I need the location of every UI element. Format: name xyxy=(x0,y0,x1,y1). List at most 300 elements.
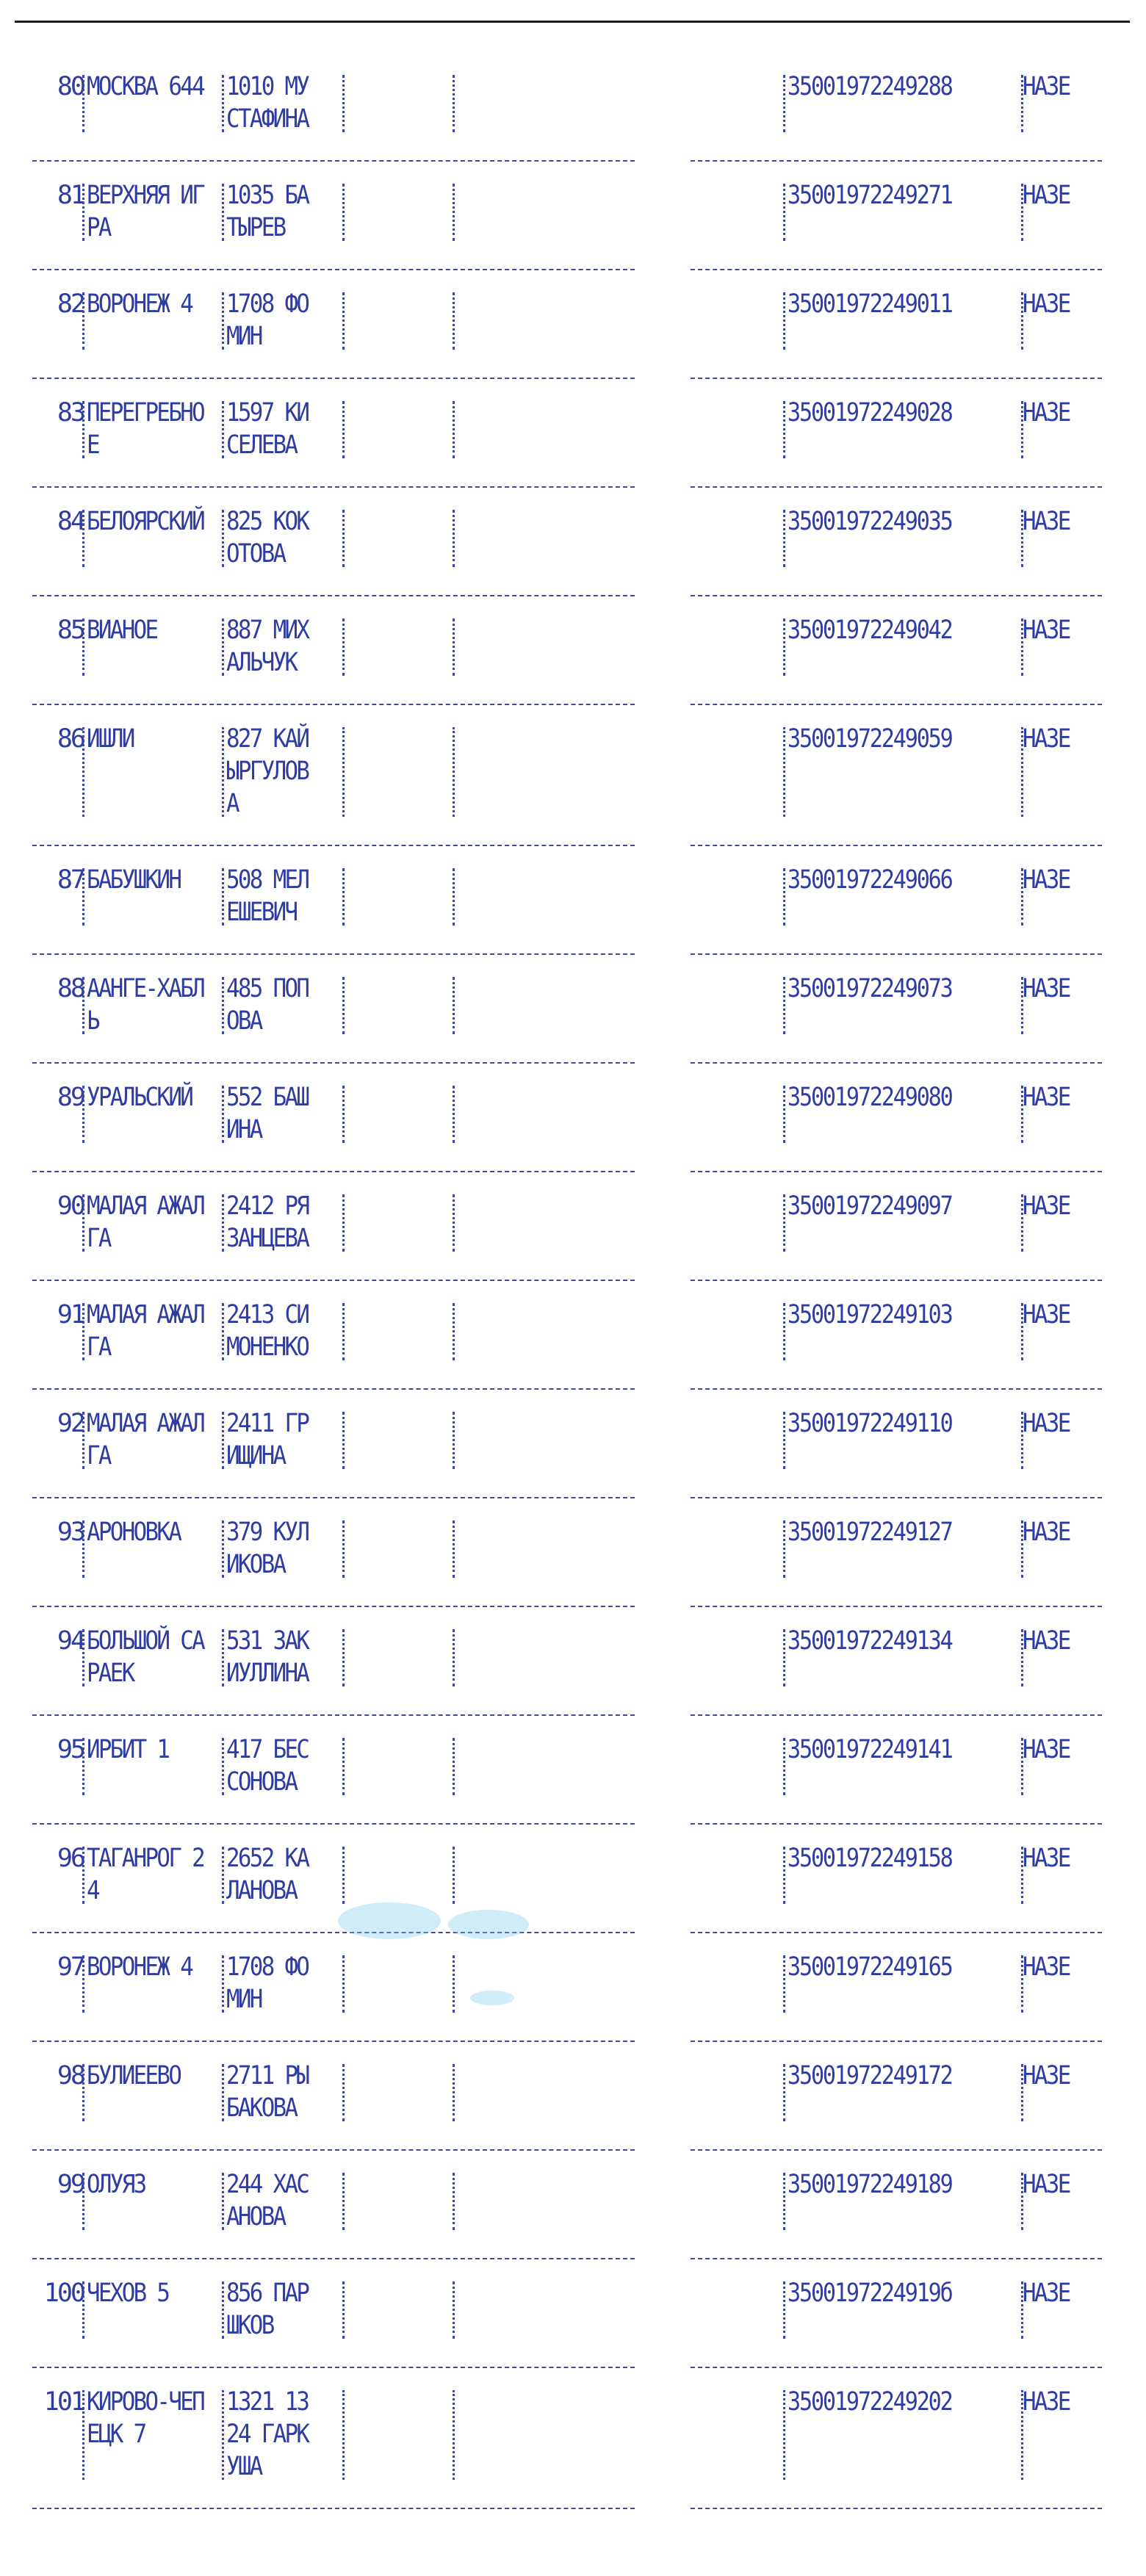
column-separator xyxy=(342,868,345,926)
column-separator xyxy=(82,401,84,458)
station-name: МАЛАЯ АЖАЛ ГА xyxy=(87,1409,204,1471)
column-separator xyxy=(222,2281,224,2339)
row-divider xyxy=(32,1388,635,1390)
table-row xyxy=(0,2046,1146,2155)
column-separator xyxy=(82,292,84,350)
operation-label: НАЗЕ xyxy=(1023,1844,1070,1873)
column-separator xyxy=(783,184,785,241)
column-separator xyxy=(222,727,224,817)
recipient-address: 552 БАШ ИНА xyxy=(226,1083,309,1144)
row-divider xyxy=(691,845,1102,846)
tracking-code: 35001972249141 xyxy=(788,1735,952,1764)
row-number: 80 xyxy=(57,72,84,101)
row-divider xyxy=(32,269,635,270)
row-divider xyxy=(32,1606,635,1607)
station-name: ТАГАНРОГ 2 4 xyxy=(87,1844,204,1905)
row-divider xyxy=(32,595,635,596)
column-separator xyxy=(82,1847,84,1904)
station-name: ИРБИТ 1 xyxy=(87,1735,169,1764)
column-separator xyxy=(82,1955,84,2013)
table-row xyxy=(0,959,1146,1068)
row-divider xyxy=(32,2149,635,2151)
recipient-address: 508 МЕЛ ЕШЕВИЧ xyxy=(226,865,309,927)
column-separator xyxy=(783,618,785,676)
column-separator xyxy=(342,1194,345,1252)
column-separator xyxy=(342,1629,345,1686)
column-separator xyxy=(783,1629,785,1686)
operation-label: НАЗЕ xyxy=(1023,1191,1070,1221)
table-row xyxy=(0,2155,1146,2264)
tracking-code: 35001972249172 xyxy=(788,2061,952,2090)
column-separator xyxy=(453,1086,455,1143)
column-separator xyxy=(453,1955,455,2013)
row-divider xyxy=(691,2041,1102,2042)
recipient-address: 1035 БА ТЫРЕВ xyxy=(226,181,309,242)
station-name: БЕЛОЯРСКИЙ xyxy=(87,507,204,536)
tracking-code: 35001972249158 xyxy=(788,1844,952,1873)
row-divider xyxy=(32,1497,635,1498)
row-divider xyxy=(32,704,635,705)
column-separator xyxy=(222,2173,224,2230)
tracking-code: 35001972249080 xyxy=(788,1083,952,1112)
column-separator xyxy=(783,510,785,567)
column-separator xyxy=(783,1303,785,1360)
column-separator xyxy=(222,1847,224,1904)
recipient-address: 1321 13 24 ГАРК УША xyxy=(226,2387,309,2481)
column-separator xyxy=(82,2064,84,2121)
scan-smudge xyxy=(448,1910,529,1939)
column-separator xyxy=(783,1194,785,1252)
column-separator xyxy=(453,1303,455,1360)
recipient-address: 531 ЗАК ИУЛЛИНА xyxy=(226,1626,309,1688)
tracking-code: 35001972249189 xyxy=(788,2170,952,2199)
column-separator xyxy=(82,1412,84,1469)
recipient-address: 244 ХАС АНОВА xyxy=(226,2170,309,2232)
row-divider xyxy=(32,2258,635,2259)
column-separator xyxy=(222,1738,224,1795)
column-separator xyxy=(783,1412,785,1469)
station-name: БОЛЬШОЙ СА РАЕК xyxy=(87,1626,204,1688)
station-name: ААНГЕ-ХАБЛ Ь xyxy=(87,974,204,1036)
table-row xyxy=(0,710,1146,851)
station-name: ЧЕХОВ 5 xyxy=(87,2279,169,2308)
row-number: 100 xyxy=(43,2279,84,2308)
recipient-address: 2652 КА ЛАНОВА xyxy=(226,1844,309,1905)
column-separator xyxy=(342,1303,345,1360)
recipient-address: 2413 СИ МОНЕНКО xyxy=(226,1300,309,1362)
column-separator xyxy=(342,1086,345,1143)
column-separator xyxy=(342,727,345,817)
row-number: 96 xyxy=(57,1844,84,1873)
row-divider xyxy=(691,2258,1102,2259)
row-divider xyxy=(691,1932,1102,1933)
column-separator xyxy=(783,1847,785,1904)
column-separator xyxy=(82,2281,84,2339)
tracking-code: 35001972249028 xyxy=(788,398,952,427)
tracking-code: 35001972249073 xyxy=(788,974,952,1003)
table-row xyxy=(0,1720,1146,1829)
column-separator xyxy=(82,1520,84,1578)
column-separator xyxy=(783,1086,785,1143)
table-row xyxy=(0,2264,1146,2373)
operation-label: НАЗЕ xyxy=(1023,1300,1070,1330)
station-name: УРАЛЬСКИЙ xyxy=(87,1083,192,1112)
station-name: ОЛУЯЗ xyxy=(87,2170,145,2199)
row-divider xyxy=(691,595,1102,596)
operation-label: НАЗЕ xyxy=(1023,724,1070,754)
column-separator xyxy=(1021,2281,1023,2339)
column-separator xyxy=(222,184,224,241)
operation-label: НАЗЕ xyxy=(1023,1952,1070,1982)
operation-label: НАЗЕ xyxy=(1023,1083,1070,1112)
column-separator xyxy=(1021,2390,1023,2480)
station-name: ПЕРЕГРЕБНО Е xyxy=(87,398,204,460)
row-divider xyxy=(32,1823,635,1825)
recipient-address: 1708 ФО МИН xyxy=(226,289,309,351)
column-separator xyxy=(222,618,224,676)
column-separator xyxy=(783,727,785,817)
table-row xyxy=(0,1394,1146,1503)
column-separator xyxy=(453,2390,455,2480)
tracking-code: 35001972249011 xyxy=(788,289,952,319)
tracking-code: 35001972249059 xyxy=(788,724,952,754)
column-separator xyxy=(82,2390,84,2480)
table-row xyxy=(0,492,1146,601)
column-separator xyxy=(453,2281,455,2339)
operation-label: НАЗЕ xyxy=(1023,2061,1070,2090)
column-separator xyxy=(82,2173,84,2230)
column-separator xyxy=(222,1086,224,1143)
station-name: ИШЛИ xyxy=(87,724,134,754)
recipient-address: 379 КУЛ ИКОВА xyxy=(226,1518,309,1579)
column-separator xyxy=(453,510,455,567)
table-row xyxy=(0,601,1146,710)
column-separator xyxy=(1021,2064,1023,2121)
row-divider xyxy=(691,2149,1102,2151)
column-separator xyxy=(453,618,455,676)
column-separator xyxy=(342,2281,345,2339)
column-separator xyxy=(783,292,785,350)
row-number: 94 xyxy=(57,1626,84,1656)
column-separator xyxy=(453,2064,455,2121)
row-divider xyxy=(691,486,1102,488)
column-separator xyxy=(1021,401,1023,458)
column-separator xyxy=(82,510,84,567)
tracking-code: 35001972249165 xyxy=(788,1952,952,1982)
row-divider xyxy=(691,1714,1102,1716)
row-number: 99 xyxy=(57,2170,84,2199)
row-number: 101 xyxy=(43,2387,84,2417)
column-separator xyxy=(82,1738,84,1795)
table-row xyxy=(0,1829,1146,1938)
table-row xyxy=(0,1612,1146,1720)
column-separator xyxy=(342,977,345,1034)
row-divider xyxy=(32,1062,635,1064)
column-separator xyxy=(342,2064,345,2121)
column-separator xyxy=(1021,727,1023,817)
tracking-code: 35001972249134 xyxy=(788,1626,952,1656)
row-divider xyxy=(691,704,1102,705)
table-row xyxy=(0,383,1146,492)
row-divider xyxy=(32,2367,635,2368)
column-separator xyxy=(342,1738,345,1795)
row-divider xyxy=(32,953,635,955)
column-separator xyxy=(783,1738,785,1795)
row-number: 88 xyxy=(57,974,84,1003)
column-separator xyxy=(342,2390,345,2480)
column-separator xyxy=(453,401,455,458)
row-divider xyxy=(32,1171,635,1172)
column-separator xyxy=(1021,1086,1023,1143)
column-separator xyxy=(82,184,84,241)
table-row xyxy=(0,275,1146,383)
column-separator xyxy=(342,618,345,676)
column-separator xyxy=(783,1520,785,1578)
column-separator xyxy=(783,2064,785,2121)
row-divider xyxy=(32,1280,635,1281)
column-separator xyxy=(222,1520,224,1578)
recipient-address: 1708 ФО МИН xyxy=(226,1952,309,2014)
column-separator xyxy=(82,1086,84,1143)
recipient-address: 887 МИХ АЛЬЧУК xyxy=(226,616,309,677)
column-separator xyxy=(222,401,224,458)
column-separator xyxy=(1021,1955,1023,2013)
row-number: 84 xyxy=(57,507,84,536)
column-separator xyxy=(82,1194,84,1252)
station-name: МАЛАЯ АЖАЛ ГА xyxy=(87,1191,204,1253)
column-separator xyxy=(342,1412,345,1469)
operation-label: НАЗЕ xyxy=(1023,2170,1070,2199)
row-divider xyxy=(32,1714,635,1716)
row-divider xyxy=(691,2367,1102,2368)
recipient-address: 827 КАЙ ЫРГУЛОВ А xyxy=(226,724,309,818)
operation-label: НАЗЕ xyxy=(1023,289,1070,319)
table-row xyxy=(0,166,1146,275)
column-separator xyxy=(1021,292,1023,350)
row-divider xyxy=(691,1280,1102,1281)
column-separator xyxy=(222,1194,224,1252)
tracking-code: 35001972249066 xyxy=(788,865,952,895)
operation-label: НАЗЕ xyxy=(1023,974,1070,1003)
tracking-code: 35001972249035 xyxy=(788,507,952,536)
column-separator xyxy=(82,75,84,132)
table-row xyxy=(0,2373,1146,2514)
row-divider xyxy=(691,953,1102,955)
column-separator xyxy=(783,2390,785,2480)
row-number: 86 xyxy=(57,724,84,754)
column-separator xyxy=(1021,1520,1023,1578)
column-separator xyxy=(342,1847,345,1904)
row-number: 95 xyxy=(57,1735,84,1764)
row-number: 85 xyxy=(57,616,84,645)
tracking-code: 35001972249110 xyxy=(788,1409,952,1438)
row-divider xyxy=(691,1062,1102,1064)
row-number: 83 xyxy=(57,398,84,427)
tracking-code: 35001972249271 xyxy=(788,181,952,210)
operation-label: НАЗЕ xyxy=(1023,72,1070,101)
column-separator xyxy=(783,2281,785,2339)
row-number: 92 xyxy=(57,1409,84,1438)
column-separator xyxy=(783,868,785,926)
row-divider xyxy=(32,160,635,162)
column-separator xyxy=(342,1955,345,2013)
column-separator xyxy=(222,510,224,567)
column-separator xyxy=(1021,868,1023,926)
operation-label: НАЗЕ xyxy=(1023,181,1070,210)
column-separator xyxy=(222,1955,224,2013)
column-separator xyxy=(1021,1303,1023,1360)
row-number: 82 xyxy=(57,289,84,319)
row-divider xyxy=(691,2508,1102,2509)
column-separator xyxy=(1021,1629,1023,1686)
recipient-address: 2412 РЯ ЗАНЦЕВА xyxy=(226,1191,309,1253)
column-separator xyxy=(453,1412,455,1469)
operation-label: НАЗЕ xyxy=(1023,398,1070,427)
column-separator xyxy=(1021,1412,1023,1469)
column-separator xyxy=(453,727,455,817)
column-separator xyxy=(342,510,345,567)
table-row xyxy=(0,1285,1146,1394)
recipient-address: 825 КОК ОТОВА xyxy=(226,507,309,569)
column-separator xyxy=(453,75,455,132)
row-divider xyxy=(32,2508,635,2509)
column-separator xyxy=(783,401,785,458)
recipient-address: 485 ПОП ОВА xyxy=(226,974,309,1036)
column-separator xyxy=(453,1629,455,1686)
station-name: МАЛАЯ АЖАЛ ГА xyxy=(87,1300,204,1362)
tracking-code: 35001972249202 xyxy=(788,2387,952,2417)
row-number: 81 xyxy=(57,181,84,210)
column-separator xyxy=(453,1847,455,1904)
station-name: ВОРОНЕЖ 4 xyxy=(87,289,192,319)
row-divider xyxy=(691,1171,1102,1172)
station-name: МОСКВА 644 xyxy=(87,72,204,101)
table-row xyxy=(0,1938,1146,2046)
row-divider xyxy=(691,1823,1102,1825)
station-name: АРОНОВКА xyxy=(87,1518,181,1547)
row-divider xyxy=(691,1497,1102,1498)
station-name: ВЕРХНЯЯ ИГ РА xyxy=(87,181,204,242)
row-divider xyxy=(691,1606,1102,1607)
row-divider xyxy=(32,378,635,379)
column-separator xyxy=(783,1955,785,2013)
operation-label: НАЗЕ xyxy=(1023,1409,1070,1438)
operation-label: НАЗЕ xyxy=(1023,2387,1070,2417)
tracking-code: 35001972249127 xyxy=(788,1518,952,1547)
column-separator xyxy=(1021,2173,1023,2230)
row-number: 91 xyxy=(57,1300,84,1330)
column-separator xyxy=(222,1629,224,1686)
column-separator xyxy=(453,1520,455,1578)
operation-label: НАЗЕ xyxy=(1023,507,1070,536)
column-separator xyxy=(222,292,224,350)
column-separator xyxy=(222,2064,224,2121)
column-separator xyxy=(342,184,345,241)
column-separator xyxy=(453,1738,455,1795)
recipient-address: 1010 МУ СТАФИНА xyxy=(226,72,309,134)
column-separator xyxy=(342,292,345,350)
column-separator xyxy=(453,977,455,1034)
operation-label: НАЗЕ xyxy=(1023,616,1070,645)
column-separator xyxy=(342,75,345,132)
scan-smudge xyxy=(338,1902,441,1939)
row-divider xyxy=(691,1388,1102,1390)
table-row xyxy=(0,851,1146,959)
column-separator xyxy=(783,75,785,132)
recipient-address: 856 ПАР ШКОВ xyxy=(226,2279,309,2340)
column-separator xyxy=(222,2390,224,2480)
row-number: 87 xyxy=(57,865,84,895)
column-separator xyxy=(453,184,455,241)
recipient-address: 417 БЕС СОНОВА xyxy=(226,1735,309,1797)
column-separator xyxy=(222,868,224,926)
column-separator xyxy=(1021,184,1023,241)
column-separator xyxy=(453,2173,455,2230)
column-separator xyxy=(222,977,224,1034)
station-name: БАБУШКИН xyxy=(87,865,181,895)
column-separator xyxy=(1021,977,1023,1034)
station-name: БУЛИЕЕВО xyxy=(87,2061,181,2090)
row-number: 90 xyxy=(57,1191,84,1221)
row-number: 89 xyxy=(57,1083,84,1112)
column-separator xyxy=(82,1303,84,1360)
column-separator xyxy=(1021,75,1023,132)
column-separator xyxy=(222,1303,224,1360)
station-name: ВИАНОЕ xyxy=(87,616,157,645)
column-separator xyxy=(453,868,455,926)
row-divider xyxy=(691,160,1102,162)
station-name: ВОРОНЕЖ 4 xyxy=(87,1952,192,1982)
column-separator xyxy=(342,2173,345,2230)
column-separator xyxy=(222,1412,224,1469)
row-number: 97 xyxy=(57,1952,84,1982)
row-divider xyxy=(691,378,1102,379)
row-divider xyxy=(32,2041,635,2042)
tracking-code: 35001972249097 xyxy=(788,1191,952,1221)
table-row xyxy=(0,1068,1146,1177)
operation-label: НАЗЕ xyxy=(1023,1626,1070,1656)
column-separator xyxy=(82,1629,84,1686)
column-separator xyxy=(1021,1738,1023,1795)
row-number: 93 xyxy=(57,1518,84,1547)
column-separator xyxy=(783,977,785,1034)
column-separator xyxy=(82,618,84,676)
operation-label: НАЗЕ xyxy=(1023,2279,1070,2308)
row-divider xyxy=(691,269,1102,270)
operation-label: НАЗЕ xyxy=(1023,1518,1070,1547)
column-separator xyxy=(1021,618,1023,676)
table-row xyxy=(0,1177,1146,1285)
row-divider xyxy=(32,486,635,488)
column-separator xyxy=(1021,1194,1023,1252)
column-separator xyxy=(342,401,345,458)
tracking-code: 35001972249288 xyxy=(788,72,952,101)
row-number: 98 xyxy=(57,2061,84,2090)
column-separator xyxy=(783,2173,785,2230)
column-separator xyxy=(222,75,224,132)
column-separator xyxy=(82,868,84,926)
row-divider xyxy=(32,845,635,846)
column-separator xyxy=(82,727,84,817)
column-separator xyxy=(1021,510,1023,567)
row-divider xyxy=(32,1932,635,1933)
scan-smudge xyxy=(470,1991,514,2005)
column-separator xyxy=(1021,1847,1023,1904)
recipient-address: 1597 КИ СЕЛЕВА xyxy=(226,398,309,460)
column-separator xyxy=(342,1520,345,1578)
tracking-code: 3500197224919б xyxy=(788,2279,952,2308)
table-row xyxy=(0,1503,1146,1612)
